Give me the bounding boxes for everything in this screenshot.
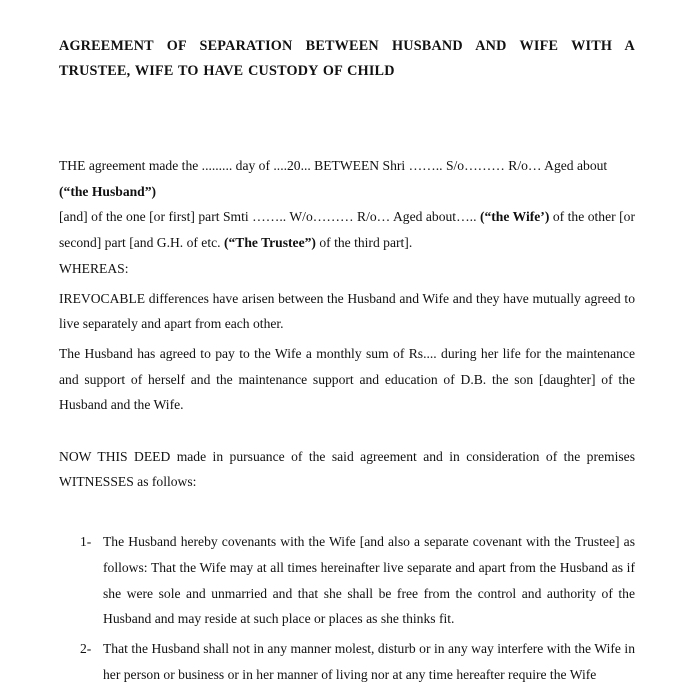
document-body xyxy=(59,153,635,691)
third-part-text: of the third part]. xyxy=(315,235,413,251)
spacer xyxy=(59,418,635,444)
witnesses-paragraph: NOW THIS DEED made in pursuance of the said agreement and in consideration of the premises WITNESSES as follows: xyxy=(59,448,635,490)
clause-item xyxy=(59,529,635,632)
husband-label: (“the Husband”) xyxy=(59,183,157,199)
wife-trustee-paragraph xyxy=(59,204,635,255)
clause-number: 2- xyxy=(80,640,92,656)
clause-list xyxy=(59,529,635,687)
whereas-heading: WHEREAS: xyxy=(59,260,129,276)
parties-text: THE agreement made the ......... day of ....20... BETWEEN Shri …….. S/o……… R/o… Aged about xyxy=(59,158,608,173)
document-title xyxy=(59,34,635,84)
title-line-2: TRUSTEE, WIFE TO HAVE CUSTODY OF CHILD xyxy=(59,63,395,79)
clause-text: That the Husband shall not in any manner molest, disturb or in any way interfere with the Wife in her person or business or in her manner of living nor at any time hereafter require the Wife xyxy=(103,640,635,682)
clause-item xyxy=(59,636,635,687)
trustee-label: (“The Trustee”) xyxy=(223,235,316,251)
recital-maintenance: The Husband has agreed to pay to the Wife a monthly sum of Rs.... during her life for the maintenance and support of herself and the maintenance support and education of D.B. the son [daughter] of the Husband and the Wife. xyxy=(59,345,635,413)
wife-text: [and] of the one [or first] part Smti …….. W/o……… R/o… Aged about….. xyxy=(59,209,480,225)
wife-label: (“the Wife’) xyxy=(479,209,550,225)
spacer xyxy=(59,495,635,529)
recital-differences: IREVOCABLE differences have arisen between the Husband and Wife and they have mutually agreed to live separately and apart from each other. xyxy=(59,290,635,332)
clause-text: The Husband hereby covenants with the Wife [and also a separate covenant with the Trustee] as follows: That the Wife may at all times hereinafter live separate and apart from the Husband as if she were sole and unmarried and that she shall be free from the control and authority of the Husband and may reside at such place or places as she thinks fit. xyxy=(103,534,635,627)
trustee-text: of the other [or second] part [and G.H. of etc. xyxy=(59,209,635,251)
clause-number: 1- xyxy=(80,534,92,550)
parties-paragraph xyxy=(59,153,635,204)
title-line-1: AGREEMENT OF SEPARATION BETWEEN HUSBAND AND WIFE WITH A xyxy=(59,38,635,54)
